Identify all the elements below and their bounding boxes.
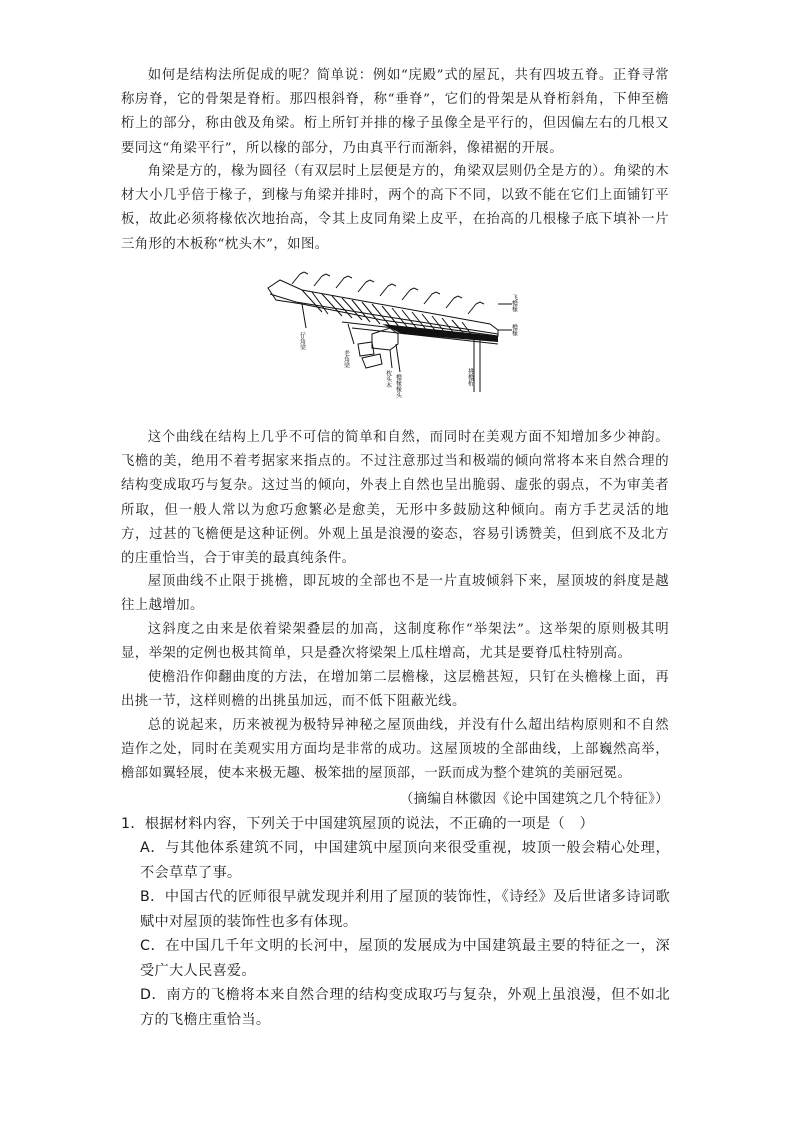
eave-structure-figure xyxy=(262,264,536,414)
passage-paragraph-7: 总的说起来，历来被视为极特异神秘之屋顶曲线，并没有什么超出结构原则和不自然造作之处，同时在美观实用方面均是非常的成功。这屋顶坡的全部曲线，上部巍然高举，檐部如翼轻展，使本来极无趣、极笨拙的屋顶部，一跃而成为整个建筑的美丽冠冕。 xyxy=(121,718,669,782)
eave-structure-drawing xyxy=(262,264,536,414)
label-eave-purlin: 挑檐桁 xyxy=(466,368,474,386)
passage-paragraph-1: 如何是结构法所促成的呢？简单说：例如“庑殿”式的屋瓦，共有四坡五脊。正脊寻常称房脊，它的骨架是脊桁。那四根斜脊，称“垂脊”，它们的骨架是从脊桁斜角，下伸至檐桁上的部分，称由戗及角梁。桁上所钉并排的椽子虽像全是平行的，但因偏左右的几根又要同这“角梁平行”，所以椽的部分，乃由真平行而渐斜，像裙裾的开展。 xyxy=(121,68,669,156)
passage-paragraph-5: 这斜度之由来是依着梁架叠层的加高，这制度称作“举架法”。这举架的原则极其明显，举架的定例也极其简单，只是叠次将梁架上瓜柱增高，尤其是要脊瓜柱特别高。 xyxy=(121,622,669,662)
passage-paragraph-3: 这个曲线在结构上几乎不可信的简单和自然，而同时在美观方面不知增加多少神韵。飞檐的美，绝用不着考据家来指点的。不过注意那过当和极端的倾向常将本来自然合理的结构变成取巧与复杂。这过当的倾向，外表上自然也呈出脆弱、虚张的弱点，不为审美者所取，但一般人常以为愈巧愈繁必是愈美，无形中多鼓励这种倾向。南方手艺灵活的地方，过甚的飞檐便是这种证例。外观上虽是浪漫的姿态，容易引诱赞美，但到底不及北方的庄重恰当，合于审美的最真纯条件。 xyxy=(121,430,669,567)
option-b: B．中国古代的匠师很早就发现并利用了屋顶的装饰性，《诗经》及后世诸多诗词歌赋中对屋顶的装饰性也多有体现。 xyxy=(140,889,670,930)
label-primary-corner-beam: 老角梁 xyxy=(342,350,350,368)
passage-paragraph-4: 屋顶曲线不止限于挑檐，即瓦坡的全部也不是一片直坡倾斜下来，屋顶坡的斜度是越往上越增加。 xyxy=(121,574,669,614)
label-secondary-corner-beam: 仔角梁 xyxy=(298,332,306,350)
label-eave-rafter: 檐椽 xyxy=(510,324,518,336)
question-stem: 1．根据材料内容，下列关于中国建筑屋顶的说法，不正确的一项是（ ） xyxy=(121,816,594,832)
passage-paragraph-2: 角梁是方的，椽为圆径（有双层时上层便是方的，角梁双层则仍全是方的）。角梁的木材大小几乎倍于椽子，到椽与角梁并排时，两个的高下不同，以致不能在它们上面铺钉平板，故此必须将椽依次地抬高，令其上皮同角梁上皮平，在抬高的几根椽子底下填补一片三角形的木板称“枕头木”，如图。 xyxy=(121,164,669,252)
option-a: A．与其他体系建筑不同，中国建筑中屋顶向来很受重视，坡顶一般会精心处理，不会草草了事。 xyxy=(140,840,670,881)
passage-paragraph-6: 使檐沿作仰翻曲度的方法，在增加第二层檐椽，这层檐甚短，只钉在头檐椽上面，再出挑一节，这样则檐的出挑虽加远，而不低下阻蔽光线。 xyxy=(121,670,669,710)
label-rafter-head: 檐椽椽头 xyxy=(394,374,402,398)
label-pillow-wood: 枕头木 xyxy=(384,370,392,388)
label-flying-rafter: 飞檐椽 xyxy=(510,294,518,312)
option-d: D．南方的飞檐将本来自然合理的结构变成取巧与复杂，外观上虽浪漫，但不如北方的飞檐庄重恰当。 xyxy=(140,987,670,1028)
option-c: C．在中国几千年文明的长河中，屋顶的发展成为中国建筑最主要的特征之一，深受广大人民喜爱。 xyxy=(140,938,670,979)
passage-source: （摘编自林徽因《论中国建筑之几个特征》） xyxy=(399,792,669,807)
